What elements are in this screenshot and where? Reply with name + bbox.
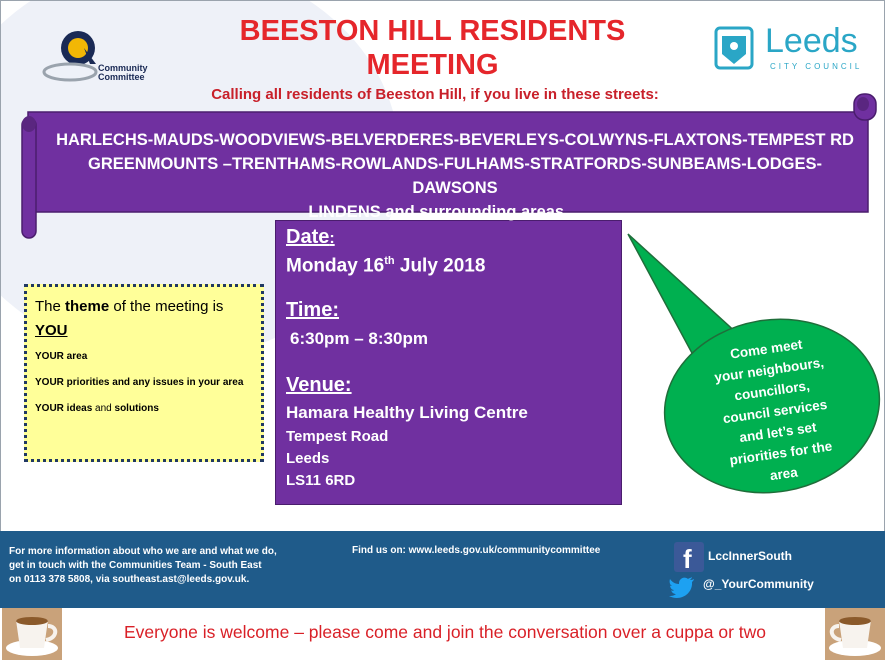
coffee-cup-icon <box>2 608 62 660</box>
date-value <box>286 255 485 277</box>
street-list-line2: GREENMOUNTS –TRENTHAMS-ROWLANDS-FULHAMS-STRATFORDS-SUNBEAMS-LODGES-DAWSONS <box>88 155 822 197</box>
date-sup: th <box>384 255 395 267</box>
bubble-line7: area <box>768 464 799 484</box>
title-line2: MEETING <box>366 49 499 81</box>
website-link[interactable]: Find us on: www.leeds.gov.uk/communitycommittee <box>352 545 601 556</box>
contact-line3[interactable]: on 0113 378 5808, via southeast.ast@leeds.gov.uk. <box>9 574 250 585</box>
contact-line1: For more information about who we are and what we do, <box>9 546 277 557</box>
date-suffix: July 2018 <box>394 255 486 277</box>
cc-text-line1: Community <box>98 63 148 73</box>
theme-title-pre: The <box>35 298 66 315</box>
footer-bar <box>0 531 885 608</box>
facebook-icon[interactable] <box>674 542 704 572</box>
theme-title-bold: theme <box>65 298 110 315</box>
theme-item-area <box>35 351 87 362</box>
time-heading: Time: <box>286 299 339 321</box>
item3-and: and <box>92 403 115 414</box>
contact-line2: get in touch with the Communities Team - South East <box>9 560 262 571</box>
venue-postcode: LS11 6RD <box>286 472 356 489</box>
theme-item-priorities <box>35 377 243 388</box>
cc-text-line2: Committee <box>98 72 145 82</box>
bubble-line2: your neighbours, <box>713 354 825 386</box>
welcome-message: Everyone is welcome – please come and join the conversation over a cuppa or two <box>123 622 767 642</box>
venue-heading: Venue: <box>286 374 352 396</box>
theme-title-mid: of the meeting is <box>109 298 224 315</box>
venue-name: Hamara Healthy Living Centre <box>286 403 528 422</box>
twitter-handle[interactable]: @_YourCommunity <box>703 577 814 591</box>
leeds-logo-subtext: CITY COUNCIL <box>770 62 863 71</box>
leeds-logo-text: Leeds <box>765 22 858 60</box>
subtitle: Calling all residents of Beeston Hill, if you live in these streets: <box>211 86 659 103</box>
title-line1: BEESTON HILL RESIDENTS <box>239 15 626 47</box>
time-value: 6:30pm – 8:30pm <box>290 329 428 348</box>
bubble-line1: Come meet <box>729 336 804 362</box>
page-title <box>180 14 685 82</box>
meeting-details-box <box>275 220 622 505</box>
date-prefix: Monday 16 <box>286 255 385 277</box>
theme-title-you: YOU <box>35 322 68 339</box>
item2-pre: YOUR <box>35 377 64 388</box>
theme-item-ideas <box>35 403 159 414</box>
coffee-cup-icon-right <box>825 608 885 660</box>
bubble-line5: and let’s set <box>738 419 818 446</box>
date-colon: : <box>329 230 335 247</box>
item3-mid: ideas <box>63 403 93 414</box>
twitter-icon[interactable] <box>668 575 696 599</box>
contact-info <box>9 545 277 587</box>
facebook-glyph: f <box>683 544 692 574</box>
street-list-line1: HARLECHS-MAUDS-WOODVIEWS-BELVERDERES-BEVERLEYS-COLWYNS-FLAXTONS-TEMPEST RD <box>56 131 854 149</box>
facebook-handle[interactable]: LccInnerSouth <box>708 549 793 563</box>
street-list <box>50 128 860 224</box>
bubble-line4: council services <box>721 396 829 427</box>
item2-post: priorities and any issues in your area <box>63 377 244 388</box>
date-label: Date <box>286 226 330 248</box>
bubble-text <box>681 327 870 496</box>
venue-city: Leeds <box>286 450 330 467</box>
venue-street: Tempest Road <box>286 428 389 445</box>
bubble-line6: priorities for the <box>728 438 834 468</box>
item3-post: solutions <box>114 403 159 414</box>
theme-title <box>35 295 257 343</box>
item3-pre: YOUR <box>35 403 64 414</box>
item1-post: area <box>63 351 88 362</box>
street-list-line3: LINDENS and surrounding areas……. <box>308 203 602 221</box>
item1-pre: YOUR <box>35 351 64 362</box>
community-committee-label <box>98 64 148 82</box>
bubble-line3: councillors, <box>733 378 811 404</box>
theme-box <box>24 284 264 462</box>
